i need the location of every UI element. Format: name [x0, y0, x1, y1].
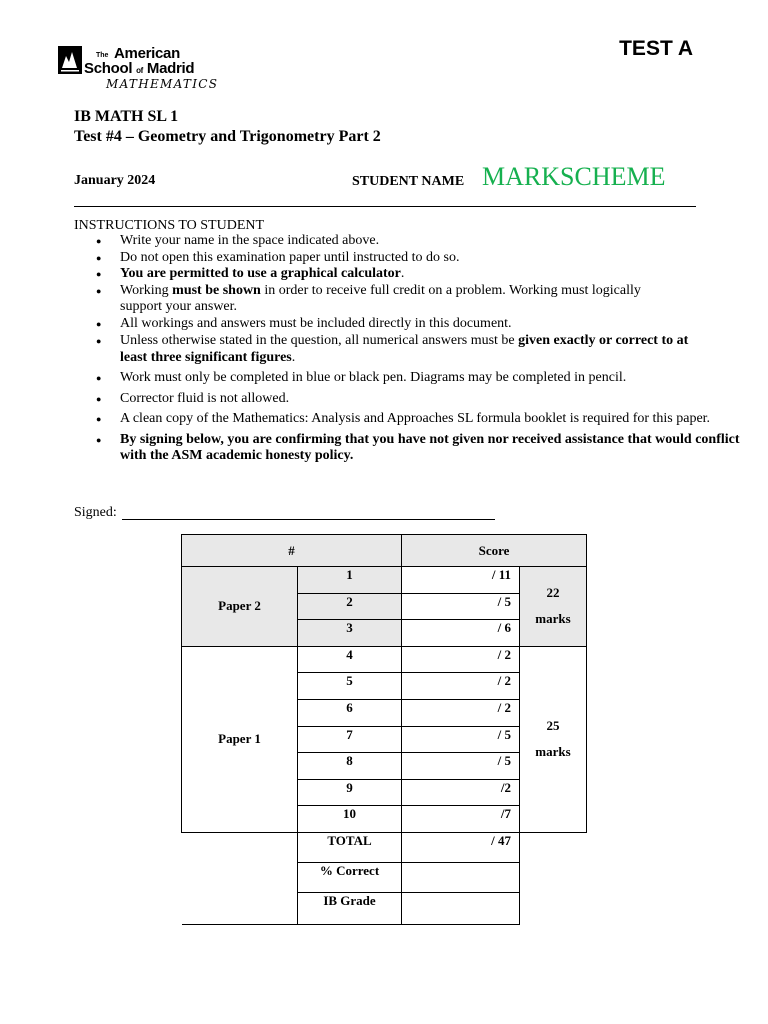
question-number: 1 [298, 567, 402, 594]
question-number: 8 [298, 753, 402, 780]
question-number: 5 [298, 673, 402, 700]
logo-the: The [96, 52, 109, 59]
question-number: 4 [298, 646, 402, 673]
ib-grade-cell[interactable] [402, 892, 520, 924]
question-max-score[interactable]: / 6 [402, 620, 520, 647]
test-label: TEST A [619, 37, 693, 60]
school-crest-icon [58, 46, 82, 74]
instruction-item: ● You are permitted to use a graphical calculator. [74, 266, 694, 283]
instruction-item: ● Unless otherwise stated in the question, all numerical answers must be given exactly or correct to at least three significant figures. [74, 333, 700, 366]
percent-correct-cell[interactable] [402, 862, 520, 892]
course-title: IB MATH SL 1 [74, 108, 179, 125]
score-table [181, 534, 587, 925]
test-title: Test #4 – Geometry and Trigonometry Part 2 [74, 128, 381, 145]
logo-mathematics: MATHEMATICS [106, 77, 219, 91]
paper1-label: Paper 1 [182, 646, 298, 832]
column-header-score: Score [402, 535, 587, 567]
paper1-total-marks: 25 marks [520, 646, 587, 832]
school-logo [58, 44, 228, 94]
logo-american: American [114, 45, 180, 62]
question-max-score[interactable]: / 2 [402, 673, 520, 700]
exam-date: January 2024 [74, 173, 156, 188]
paper2-label: Paper 2 [182, 567, 298, 647]
instruction-item: ● Write your name in the space indicated above. [74, 233, 694, 250]
instruction-item: ● Do not open this examination paper until instructed to do so. [74, 250, 694, 267]
signed-label: Signed: [74, 505, 117, 520]
instruction-item: ● Corrector fluid is not allowed. [74, 391, 694, 408]
signature-line[interactable] [122, 519, 495, 520]
paper2-total-marks: 22 marks [520, 567, 587, 647]
question-number: 9 [298, 779, 402, 806]
question-number: 3 [298, 620, 402, 647]
ib-grade-label: IB Grade [298, 892, 402, 924]
total-label: TOTAL [298, 832, 402, 862]
total-max-score[interactable]: / 47 [402, 832, 520, 862]
question-max-score[interactable]: /7 [402, 806, 520, 833]
table-row [182, 832, 587, 862]
question-max-score[interactable]: /2 [402, 779, 520, 806]
table-row [182, 567, 587, 594]
question-max-score[interactable]: / 5 [402, 593, 520, 620]
question-max-score[interactable]: / 5 [402, 753, 520, 780]
instruction-item: ● Work must only be completed in blue or black pen. Diagrams may be completed in pencil. [74, 370, 694, 387]
table-row [182, 892, 587, 924]
header-divider [74, 206, 696, 207]
instructions-title: INSTRUCTIONS TO STUDENT [74, 218, 265, 233]
instruction-item: ● A clean copy of the Mathematics: Analysis and Approaches SL formula booklet is required for this paper. [74, 411, 740, 428]
instructions-list [74, 233, 740, 465]
student-name-value: MARKSCHEME [482, 162, 666, 191]
question-number: 10 [298, 806, 402, 833]
question-number: 2 [298, 593, 402, 620]
instruction-item: ● Working must be shown in order to receive full credit on a problem. Working must logically support your answer. [74, 283, 660, 316]
table-row [182, 646, 587, 673]
question-max-score[interactable]: / 5 [402, 726, 520, 753]
question-max-score[interactable]: / 2 [402, 699, 520, 726]
question-max-score[interactable]: / 11 [402, 567, 520, 594]
student-name-label: STUDENT NAME [352, 174, 465, 189]
table-row [182, 862, 587, 892]
percent-correct-label: % Correct [298, 862, 402, 892]
logo-school-of-madrid: School of Madrid [84, 60, 195, 77]
question-max-score[interactable]: / 2 [402, 646, 520, 673]
question-number: 7 [298, 726, 402, 753]
column-header-number: # [182, 535, 402, 567]
instruction-item: ● All workings and answers must be included directly in this document. [74, 316, 694, 333]
instruction-item: ● By signing below, you are confirming that you have not given nor received assistance that would conflict with the ASM academic honesty policy. [74, 432, 740, 465]
question-number: 6 [298, 699, 402, 726]
